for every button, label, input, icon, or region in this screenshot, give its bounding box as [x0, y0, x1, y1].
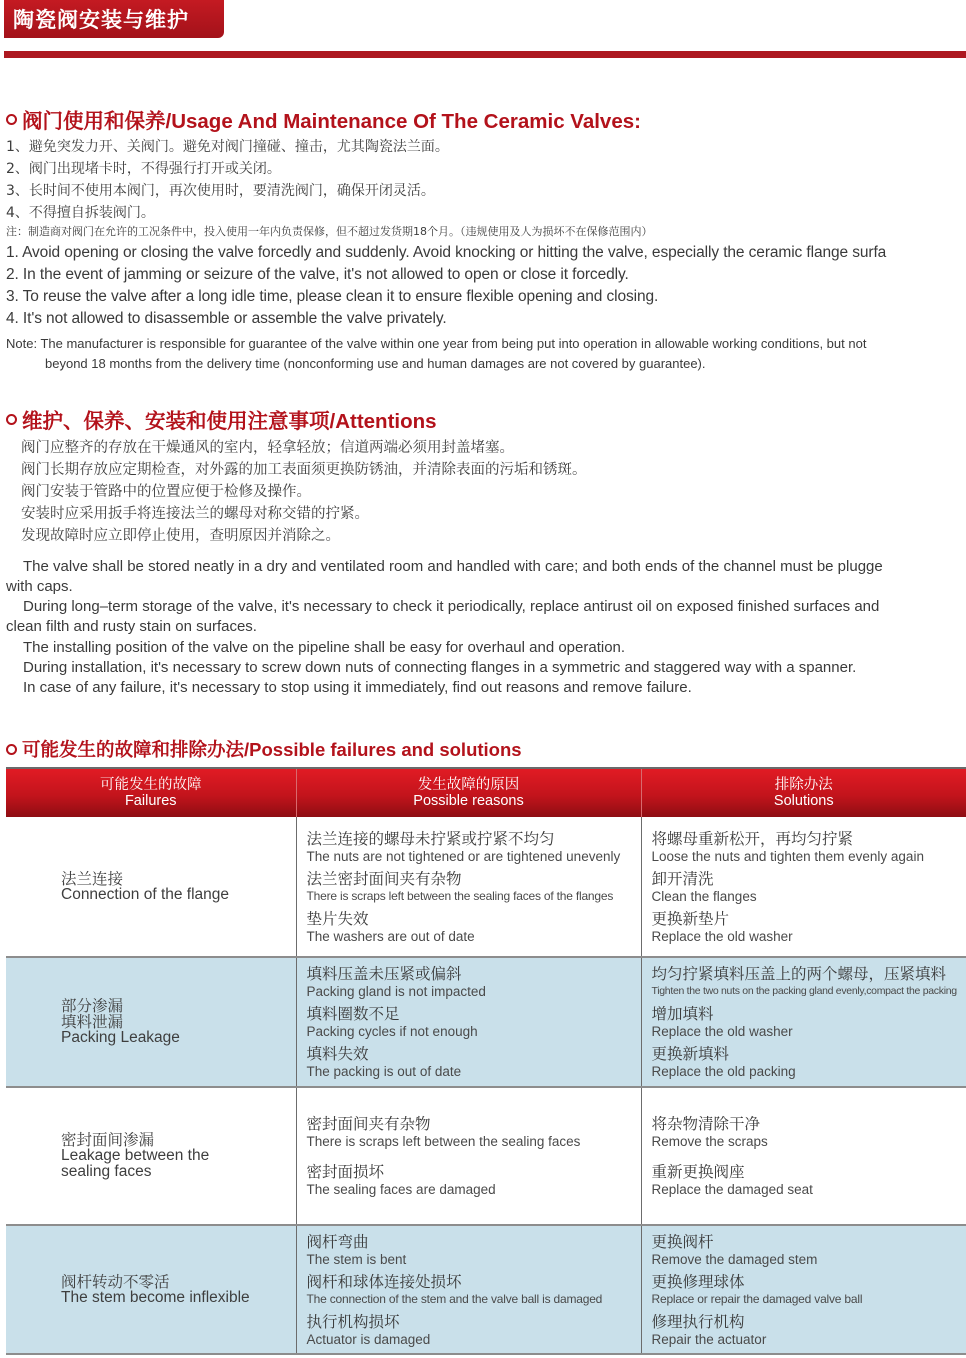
- circle-bullet-icon: [6, 414, 17, 425]
- solutions-cell: [641, 817, 966, 957]
- usage-cn-note: 注：制造商对阀门在允许的工况条件中，投入使用一年内负责保修，但不超过发货期18个月。（违规使用及人为损坏不在保修范围内）: [6, 225, 653, 238]
- section-heading-usage: [6, 104, 641, 134]
- reason-en: The sealing faces are damaged: [306, 1182, 496, 1197]
- failure-en: Leakage between the: [61, 1147, 210, 1164]
- solutions-cell: [641, 1225, 966, 1354]
- reason-en: The stem is bent: [306, 1251, 407, 1267]
- failure-cell: [6, 1225, 296, 1354]
- attention-cn-item: 阀门应整齐的存放在干燥通风的室内，轻拿轻放；信道两端必须用封盖堵塞。: [21, 440, 514, 456]
- reason-en: The packing is out of date: [306, 1064, 462, 1079]
- reasons-cell: [296, 817, 641, 957]
- reason-cn: 垫片失效: [306, 909, 369, 928]
- page-title: 陶瓷阀安装与维护: [4, 0, 224, 38]
- column-header-en: Solutions: [773, 793, 834, 809]
- reason-en: There is scraps left between the sealing faces of the flanges: [306, 888, 614, 903]
- solution-cn: 将杂物清除干净: [651, 1115, 761, 1133]
- solution-cn: 均匀拧紧填料压盖上的两个螺母，压紧填料: [651, 965, 947, 983]
- attention-cn-item: 安装时应采用扳手将连接法兰的螺母对称交错的拧紧。: [21, 506, 369, 522]
- solutions-cell: [641, 957, 966, 1087]
- failure-cn: 阀杆转动不零活: [61, 1272, 170, 1291]
- failure-cn: 密封面间渗漏: [61, 1131, 155, 1149]
- usage-en-item: 2. In the event of jamming or seizure of the valve, it's not allowed to open or close it forcedly.: [6, 266, 629, 283]
- section-heading-attentions: [6, 404, 437, 434]
- reason-cn: 法兰密封面间夹有杂物: [306, 869, 462, 888]
- solution-en: Loose the nuts and tighten them evenly again: [651, 848, 924, 864]
- usage-cn-item: 4、不得擅自拆装阀门。: [6, 205, 155, 221]
- table-row: [6, 817, 966, 957]
- usage-cn-item: 3、长时间不使用本阀门，再次使用时，要清洗阀门，确保开闭灵活。: [6, 183, 435, 199]
- reason-en: Actuator is damaged: [306, 1331, 431, 1347]
- failure-en: The stem become inflexible: [61, 1288, 250, 1306]
- solutions-cell: [641, 1087, 966, 1225]
- solution-cn: 增加填料: [651, 1005, 714, 1023]
- usage-en-note-cont: beyond 18 months from the delivery time (nonconforming use and human damages are not covered by guarantee).: [45, 356, 706, 371]
- solution-en: Replace the old washer: [651, 1024, 793, 1039]
- reason-en: There is scraps left between the sealing faces: [306, 1134, 581, 1149]
- usage-cn-item: 1、避免突发力开、关阀门。避免对阀门撞碰、撞击，尤其陶瓷法兰面。: [6, 139, 449, 155]
- solution-cn: 更换修理球体: [651, 1272, 745, 1291]
- attention-en-line: clean filth and rusty stain on surfaces.: [6, 618, 257, 635]
- attention-en-line: During installation, it's necessary to screw down nuts of connecting flanges in a symmetric and staggered way with a spanner.: [23, 659, 857, 676]
- solution-cn: 卸开清洗: [651, 869, 714, 888]
- reason-en: Packing gland is not impacted: [306, 984, 486, 999]
- failure-en-2: sealing faces: [61, 1163, 152, 1180]
- usage-en-note: Note: The manufacturer is responsible for guarantee of the valve within one year from being put into operation in allowable working conditions, but not: [6, 336, 867, 351]
- table-row: [6, 1225, 966, 1354]
- circle-bullet-icon: [6, 744, 17, 755]
- failure-cn: 部分渗漏: [61, 997, 124, 1015]
- attention-cn-item: 阀门长期存放应定期检查，对外露的加工表面须更换防锈油，并清除表面的污垢和锈斑。: [21, 462, 587, 478]
- failure-cn: 法兰连接: [61, 869, 124, 888]
- solution-en: Replace the old packing: [651, 1064, 796, 1079]
- attention-en-line: The installing position of the valve on the pipeline shall be easy for overhaul and operation.: [23, 639, 626, 656]
- reasons-cell: [296, 1087, 641, 1225]
- reason-cn: 填料压盖未压紧或偏斜: [306, 965, 462, 983]
- solution-cn: 更换新垫片: [651, 909, 730, 928]
- column-header-cn: 可能发生的故障: [100, 777, 202, 793]
- attention-cn-item: 阀门安装于管路中的位置应便于检修及操作。: [21, 484, 311, 500]
- table-row: [6, 1087, 966, 1225]
- usage-en-item: 4. It's not allowed to disassemble or assemble the valve privately.: [6, 310, 447, 327]
- solution-en: Clean the flanges: [651, 888, 757, 904]
- solution-cn: 更换新填料: [651, 1045, 730, 1063]
- reason-cn: 阀杆弯曲: [306, 1232, 369, 1251]
- section-heading-text: 维护、保养、安装和使用注意事项/Attentions: [22, 410, 437, 433]
- column-header-solutions: [641, 768, 966, 817]
- attention-en-line: The valve shall be stored neatly in a dry and ventilated room and handled with care; and both ends of the channel must be plugge: [23, 558, 883, 575]
- usage-cn-item: 2、阀门出现堵卡时，不得强行打开或关闭。: [6, 161, 281, 177]
- failure-en: Packing Leakage: [61, 1029, 180, 1046]
- column-header-cn: 排除办法: [774, 777, 833, 793]
- section-heading-failures: [6, 736, 522, 762]
- column-header-failures: [6, 768, 296, 817]
- solution-cn: 修理执行机构: [651, 1312, 745, 1331]
- solution-cn: 更换阀杆: [651, 1232, 714, 1251]
- failure-cell: [6, 1087, 296, 1225]
- solution-en: Replace the old washer: [651, 928, 793, 944]
- title-divider: [4, 51, 966, 58]
- solution-en: Remove the scraps: [651, 1134, 768, 1149]
- failures-table: [6, 767, 966, 1355]
- circle-bullet-icon: [6, 114, 17, 125]
- reasons-cell: [296, 957, 641, 1087]
- reason-cn: 法兰连接的螺母未拧紧或拧紧不均匀: [306, 829, 555, 848]
- table-row: [6, 957, 966, 1087]
- reason-cn: 密封面损坏: [306, 1163, 385, 1181]
- column-header-en: Possible reasons: [413, 793, 524, 809]
- usage-en-item: 1. Avoid opening or closing the valve forcedly and suddenly. Avoid knocking or hitting the valve, especially the ceramic flange surfa: [6, 244, 887, 261]
- table-header-row: [6, 768, 966, 817]
- reason-en: Packing cycles if not enough: [306, 1024, 478, 1039]
- reason-cn: 填料圈数不足: [306, 1005, 400, 1023]
- reason-en: The washers are out of date: [306, 928, 475, 944]
- failure-cn-2: 填料泄漏: [61, 1013, 124, 1031]
- solution-en: Remove the damaged stem: [651, 1251, 818, 1267]
- column-header-en: Failures: [124, 793, 177, 809]
- attention-cn-item: 发现故障时应立即停止使用，查明原因并消除之。: [21, 528, 340, 544]
- section-heading-text: 可能发生的故障和排除办法/Possible failures and solutions: [22, 739, 522, 760]
- attention-en-line: In case of any failure, it's necessary to stop using it immediately, find out reasons and remove failure.: [23, 679, 692, 696]
- reason-cn: 密封面间夹有杂物: [306, 1115, 431, 1133]
- section-heading-text: 阀门使用和保养/Usage And Maintenance Of The Ceramic Valves:: [22, 110, 641, 133]
- solution-en: Repair the actuator: [651, 1331, 767, 1347]
- column-header-reasons: [296, 768, 641, 817]
- reason-cn: 执行机构损坏: [306, 1312, 400, 1331]
- failure-cell: [6, 817, 296, 957]
- solution-cn: 将螺母重新松开，再均匀拧紧: [651, 829, 854, 848]
- attention-en-line: with caps.: [6, 578, 73, 595]
- solution-en: Replace or repair the damaged valve ball: [651, 1291, 863, 1306]
- reason-cn: 阀杆和球体连接处损坏: [306, 1272, 462, 1291]
- reason-en: The nuts are not tightened or are tightened unevenly: [306, 848, 621, 864]
- reason-cn: 填料失效: [306, 1045, 369, 1063]
- usage-en-item: 3. To reuse the valve after a long idle time, please clean it to ensure flexible opening and closing.: [6, 288, 659, 305]
- reasons-cell: [296, 1225, 641, 1354]
- column-header-cn: 发生故障的原因: [417, 777, 520, 793]
- solution-en: Replace the damaged seat: [651, 1182, 813, 1197]
- reason-en: The connection of the stem and the valve ball is damaged: [306, 1291, 603, 1306]
- failure-en: Connection of the flange: [61, 885, 230, 903]
- solution-cn: 重新更换阀座: [651, 1163, 745, 1181]
- failure-cell: [6, 957, 296, 1087]
- solution-en: Tighten the two nuts on the packing gland evenly,compact the packing: [651, 985, 957, 997]
- attention-en-line: During long–term storage of the valve, it's necessary to check it periodically, replace antirust oil on exposed finished surfaces and: [23, 598, 880, 615]
